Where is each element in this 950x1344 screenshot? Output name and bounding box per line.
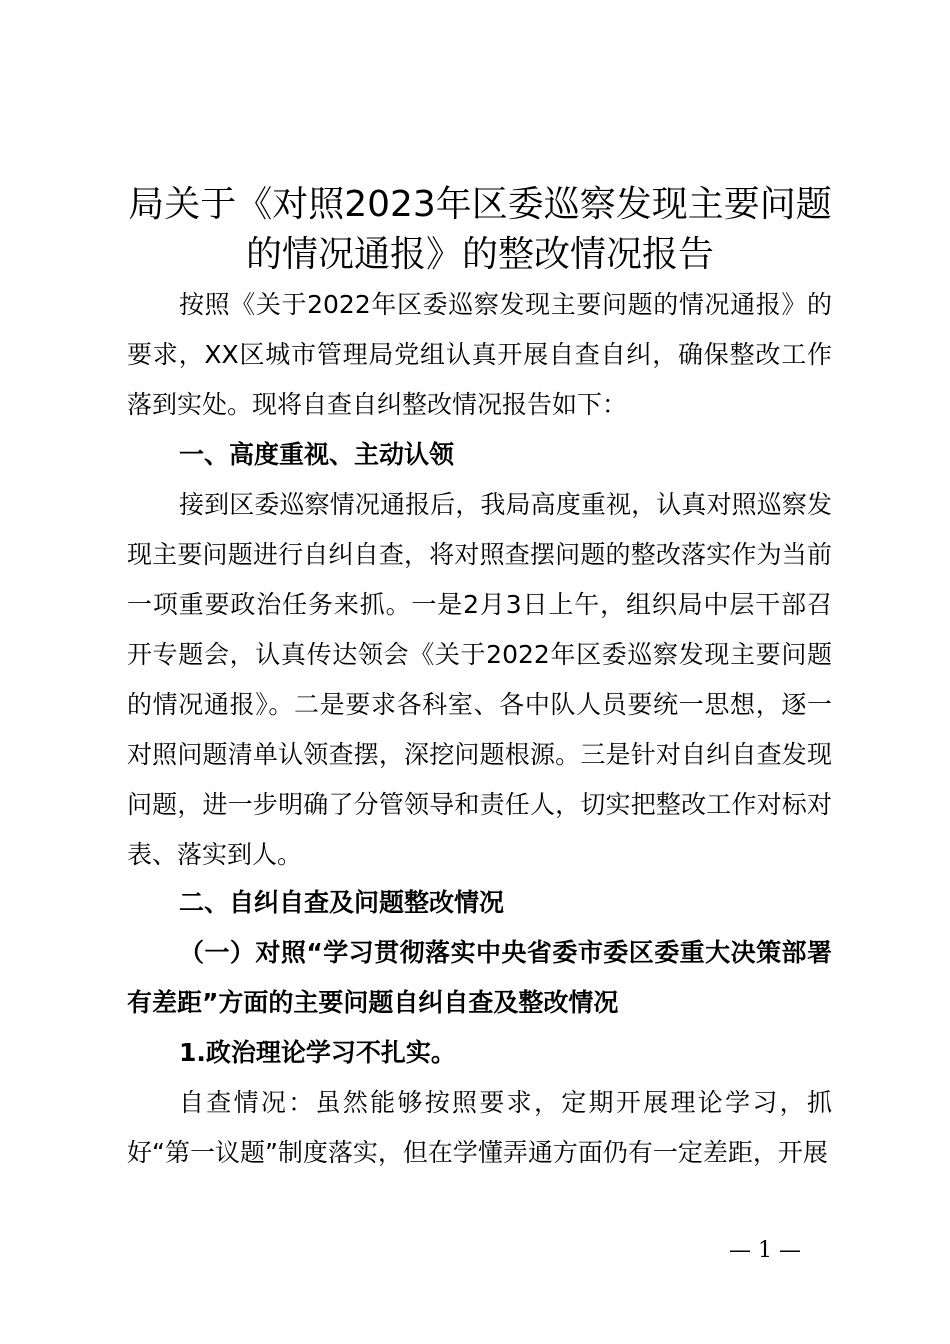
- item-1-paragraph: 自查情况：虽然能够按照要求，定期开展理论学习，抓好“第一议题”制度落实，但在学懂弄通方面仍有一定差距，开展: [127, 1088, 832, 1167]
- section-1-heading: 一、高度重视、主动认领: [179, 440, 455, 469]
- section-1-paragraph: 接到区委巡察情况通报后，我局高度重视，认真对照巡察发现主要问题进行自纠自查，将对照查摆问题的整改落实作为当前一项重要政治任务来抓。一是2月3日上午，组织局中层干部召开专题会，认真传达领会《关于2022年区委巡察发现主要问题的情况通报》。二是要求各科室、各中队人员要统一思想，逐一对照问题清单认领查摆，深挖问题根源。三是针对自纠自查发现问题，进一步明确了分管领导和责任人，切实把整改工作对标对表、落实到人。: [127, 490, 832, 869]
- document-title-line-1: 局关于《对照2023年区委巡察发现主要问题: [128, 184, 832, 225]
- document-title-line-2: 的情况通报》的整改情况报告: [245, 234, 714, 275]
- page-number: — 1 —: [729, 1238, 801, 1263]
- intro-paragraph: 按照《关于2022年区委巡察发现主要问题的情况通报》的要求，XX区城市管理局党组认真开展自查自纠，确保整改工作落到实处。现将自查自纠整改情况报告如下：: [127, 290, 832, 419]
- item-1-heading: 1.政治理论学习不扎实。: [179, 1038, 456, 1067]
- subsection-1-heading: （一）对照“学习贯彻落实中央省委市委区委重大决策部署有差距”方面的主要问题自纠自查及整改情况: [127, 938, 832, 1017]
- section-2-heading: 二、自纠自查及问题整改情况: [179, 888, 505, 917]
